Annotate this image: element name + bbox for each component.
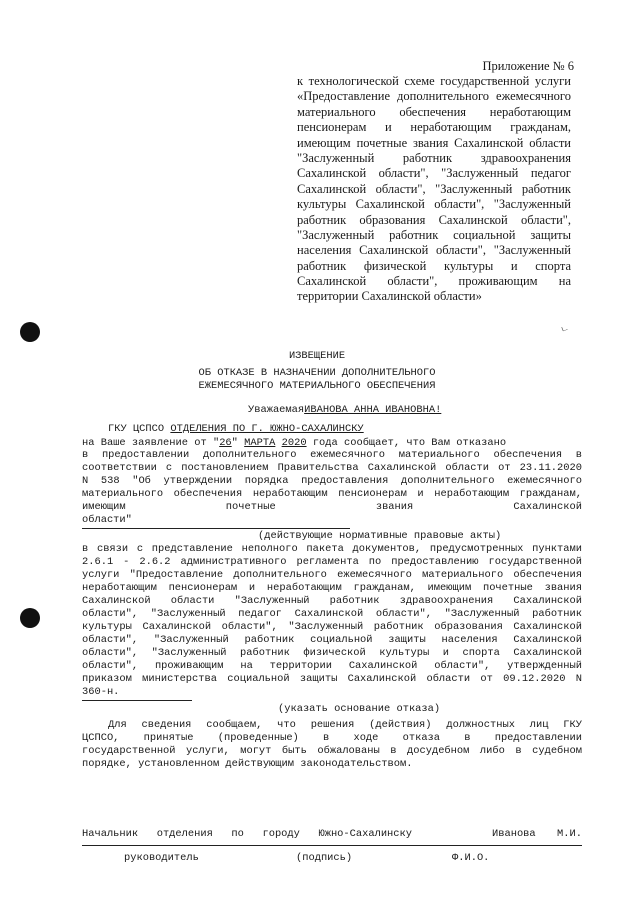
appendix-line: Сахалинской области", "Заслуженный работник [297,181,571,196]
org-name: ОТДЕЛЕНИЯ ПО Г. ЮЖНО-САХАЛИНСКУ [170,423,364,435]
body-line: области", проживающим на территории Сахалинской области", утвержденный [82,660,582,672]
salutation: Уважаемая [248,404,305,416]
appendix-line: культуры Сахалинской области", "Заслуженный [297,197,571,212]
margin-mark: ㄴ [558,322,571,336]
notice-subheading-2: ЕЖЕМЕСЯЧНОГО МАТЕРИАЛЬНОГО ОБЕСПЕЧЕНИЯ [198,380,436,392]
date-prefix: на Ваше заявление от " [82,437,220,449]
body-line: материального обеспечения неработающим пенсионерам и неработающим гражданам, [82,488,582,500]
signer-position: Начальник отделения по городу Южно-Сахалинску [82,828,412,840]
body-line: соответствии с постановлением Правительства Сахалинской области от 23.11.2020 [82,462,582,474]
caption-signature: (подпись) [296,852,353,864]
body-line: области", "Заслуженный педагог Сахалинской области", "Заслуженный работник [82,608,582,620]
body-line: 2.6.1 - 2.6.2 административного регламента по предоставлению государственной [82,556,582,568]
date-quote: " [231,437,238,449]
body-line: приказом министерства социальной защиты Сахалинской области от 09.12.2020 N [82,673,582,685]
appendix-line: к технологической схеме государственной услуги [297,74,571,88]
body-line: N 538 "Об утверждении порядка предоставления дополнительного ежемесячного [82,475,582,487]
date-suffix: года сообщает, что Вам отказано [312,437,507,449]
body-line: области" [82,514,132,526]
appendix-block [297,74,571,305]
org-prefix: ГКУ ЦСПСО [108,423,165,435]
appendix-line: имеющим почетные звания Сахалинской области [297,135,571,150]
appendix-line: территории Сахалинской области» [297,289,482,304]
caption-role: руководитель [124,852,199,864]
appendix-line: "Заслуженный работник здравоохранения [297,150,571,165]
recipient-name: ИВАНОВА АННА ИВАНОВНА! [304,404,442,416]
date-row [82,437,506,449]
body-line: имеющим почетные звания Сахалинской [82,501,582,513]
caption-legal-acts: (действующие нормативные правовые акты) [258,530,502,542]
appendix-line: работник физической культуры и спорта [297,258,571,273]
body-line: государственной услуги, могут быть обжалованы в досудебном либо в судебном [82,745,582,757]
notice-subheading-1: ОБ ОТКАЗЕ В НАЗНАЧЕНИИ ДОПОЛНИТЕЛЬНОГО [198,367,436,379]
caption-reason: (указать основание отказа) [278,703,441,715]
body-line: в связи с представление неполного пакета документов, предусмотренных пунктами [82,543,582,555]
appendix-line: "Заслуженный работник социальной защиты [297,227,571,242]
date-month: МАРТА [244,437,276,449]
signature-line [82,845,582,846]
body-line: культуры Сахалинской области", "Заслуженный работник образования Сахалинской [82,621,582,633]
appendix-title: Приложение № 6 [482,59,574,73]
punch-hole-bottom [20,608,40,628]
date-day: 26 [219,437,232,449]
body-line: области", "Заслуженный работник социальной защиты населения Сахалинской [82,634,582,646]
org-row [108,423,364,435]
date-year: 2020 [281,437,307,449]
salutation-row [248,404,441,416]
appendix-line: пенсионерам и неработающим гражданам, [297,120,571,135]
body-line: порядке, установленном действующим законодательством. [82,758,413,770]
appendix-line: населения Сахалинской области", "Заслуженный [297,243,571,258]
body-line: ЦСПСО, принятые (проведенные) в ходе отказа в предоставлении [82,732,582,744]
underline [82,528,350,529]
body-line: неработающим пенсионерам и неработающим гражданам, имеющим почетные звания [82,582,582,594]
notice-heading: ИЗВЕЩЕНИЕ [288,350,346,362]
underline [82,700,192,701]
body-line: услуги "Предоставление дополнительного ежемесячного материального обеспечения [82,569,582,581]
appendix-line: Сахалинской области", проживающим на [297,274,571,289]
punch-hole-top [20,322,40,342]
body-line: Сахалинской области "Заслуженный работник здравоохранения Сахалинской [82,595,582,607]
appendix-line: Сахалинской области", "Заслуженный педагог [297,166,571,181]
body-line: в предоставлении дополнительного ежемесячного материального обеспечения в [82,449,582,461]
appendix-line: работник образования Сахалинской области", [297,212,571,227]
body-line: области", "Заслуженный работник физической культуры и спорта Сахалинской [82,647,582,659]
caption-fio: Ф.И.О. [452,852,490,864]
appendix-line: «Предоставление дополнительного ежемесячного [297,89,571,104]
body-line: 360-н. [82,686,120,698]
signer-name: Иванова М.И. [492,828,582,840]
body-line: Для сведения сообщаем, что решения (действия) должностных лиц ГКУ [108,719,582,731]
appendix-line: материального обеспечения неработающим [297,104,571,119]
